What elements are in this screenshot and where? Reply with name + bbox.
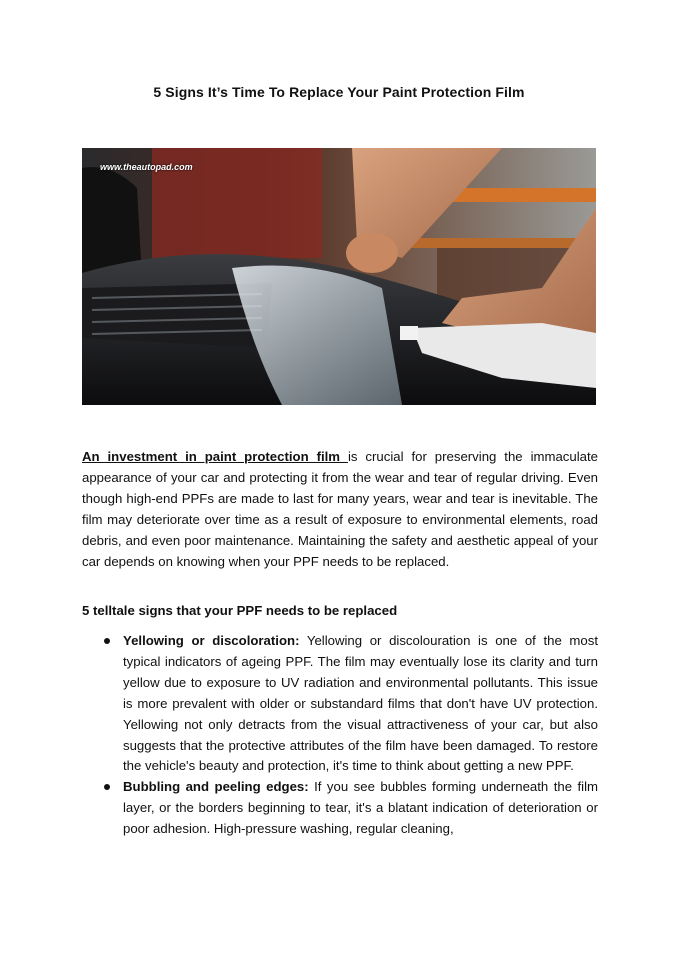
list-item: [100, 631, 598, 777]
hero-image: [82, 148, 596, 405]
sign-term-sep: :: [295, 633, 300, 648]
intro-paragraph: [82, 447, 598, 572]
list-item: [100, 777, 598, 840]
bullet-icon: [104, 784, 110, 790]
sign-term: Yellowing or discoloration: [123, 633, 296, 648]
signs-list: [100, 631, 598, 840]
sign-text: If you see bubbles forming underneath the film layer, or the borders beginning to tear, it's a blatant indication of deterioration or poor adhesion. High-pressure washing, regular cleaning,: [123, 779, 599, 837]
image-watermark: www.theautopad.com: [100, 162, 193, 172]
page-title: 5 Signs It’s Time To Replace Your Paint Protection Film: [153, 84, 525, 100]
intro-link[interactable]: An investment in paint protection film: [82, 449, 348, 464]
section-heading: 5 telltale signs that your PPF needs to be replaced: [82, 603, 398, 618]
sign-term-sep: :: [304, 779, 309, 795]
bullet-icon: [104, 638, 110, 644]
sign-term: Bubbling and peeling edges: [123, 779, 305, 795]
intro-text: is crucial for preserving the immaculate appearance of your car and protecting it from the wear and tear of regular driving. Even though high-end PPFs are made to last for many years, wear and tear is inevitable. The film may deteriorate over time as a result of exposure to environmental elements, road debris, and even poor maintenance. Maintaining the safety and aesthetic appeal of your car depends on knowing when your PPF needs to be replaced.: [82, 449, 599, 569]
sign-text: Yellowing or discolouration is one of the most typical indicators of ageing PPF. The film may eventually lose its clarity and turn yellow due to exposure to UV radiation and environmental pollutants. This issue is more prevalent with older or substandard films that don't have UV protection. Yellowing not only detracts from the visual attractiveness of your car, but also suggests that the protective attributes of the film have been damaged. To restore the vehicle's beauty and protection, it's time to think about getting a new PPF.: [123, 633, 598, 774]
ppf-installation-photo: [82, 148, 596, 405]
